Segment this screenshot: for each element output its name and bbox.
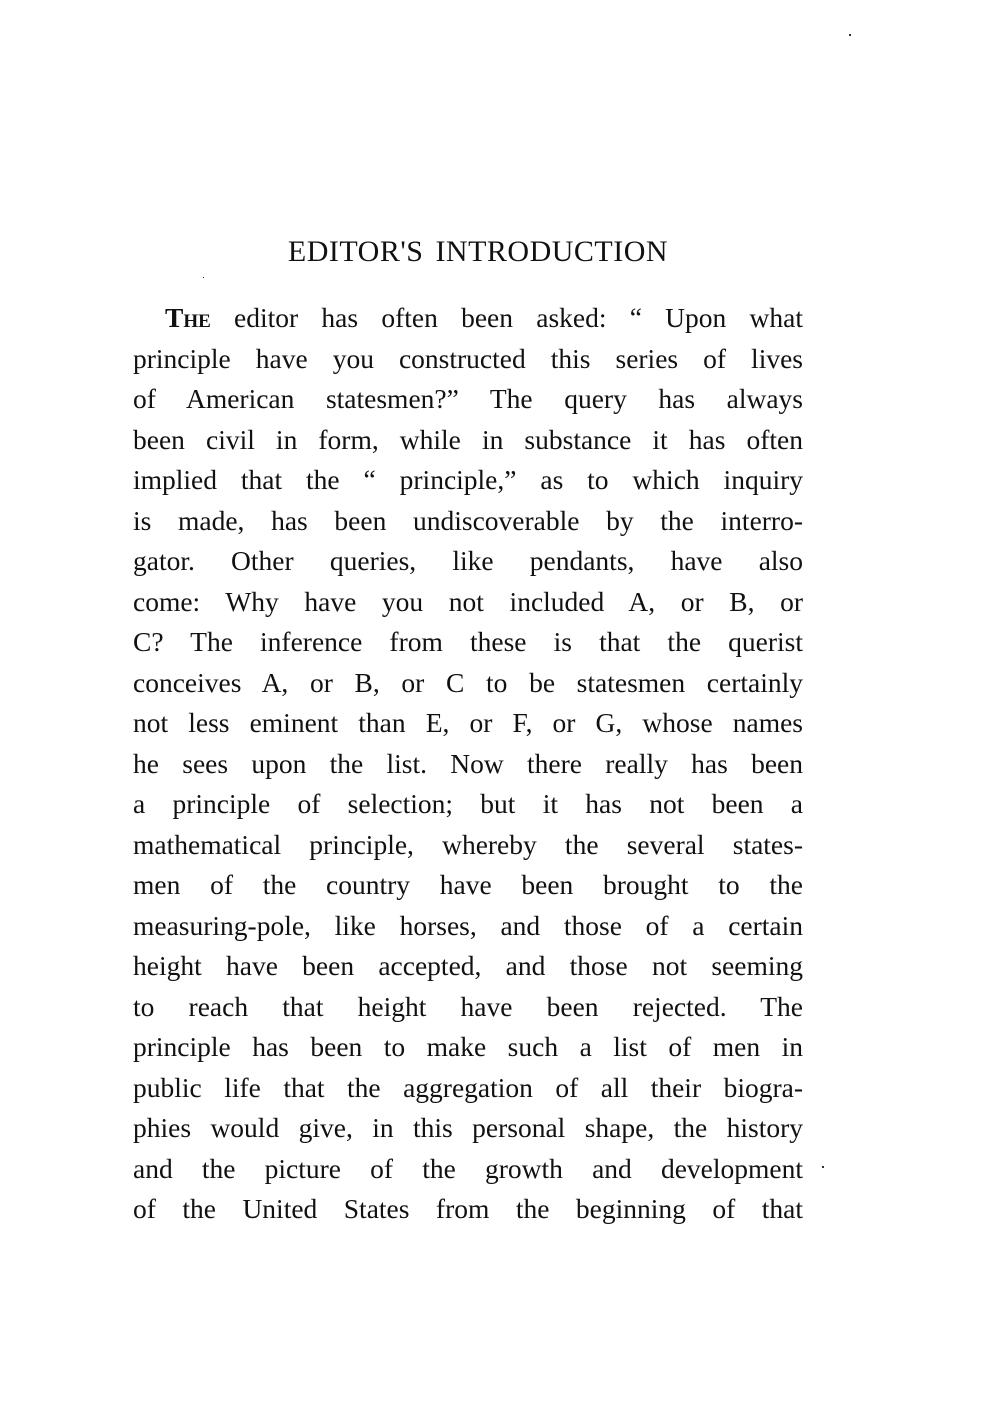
chapter-heading-word-2: INTRODUCTION (435, 235, 669, 268)
scan-speck (849, 34, 851, 36)
text-line-16: measuring-pole, like horses, and those of a certain (133, 909, 803, 941)
chapter-heading (133, 232, 823, 272)
text-line-1: The editor has often been asked: “ Upon what (165, 302, 803, 333)
text-line-7: gator. Other queries, like pendants, have also (133, 545, 803, 576)
text-line-21: phies would give, in this personal shape, the history (133, 1112, 803, 1143)
text-line-8: come: Why have you not included A, or B, or (133, 585, 803, 617)
text-line-10: conceives A, or B, or C to be statesmen certainly (133, 666, 803, 698)
chapter-heading-word-1: EDITOR'S (287, 235, 424, 268)
lead-word: The (165, 302, 211, 333)
text-line-15: men of the country have been brought to the (133, 869, 803, 900)
text-line-14: mathematical principle, whereby the several states- (133, 828, 803, 860)
text-line-13: a principle of selection; but it has not been a (133, 788, 803, 819)
text-line-22: and the picture of the growth and development (133, 1152, 803, 1184)
text-line-6: is made, has been undiscoverable by the interro- (133, 504, 803, 536)
text-line-3: of American statesmen?” The query has always (133, 383, 803, 414)
text-line-19: principle has been to make such a list of men in (133, 1031, 803, 1062)
text-line-11: not less eminent than E, or F, or G, whose names (133, 707, 803, 738)
text-line-23: of the United States from the beginning of that (133, 1193, 803, 1224)
text-line-2: principle have you constructed this series of lives (133, 342, 803, 374)
text-line-20: public life that the aggregation of all their biogra- (133, 1071, 803, 1103)
text-line-4: been civil in form, while in substance it has often (133, 423, 803, 455)
text-line-5: implied that the “ principle,” as to which inquiry (133, 464, 803, 495)
text-line-9: C? The inference from these is that the querist (133, 626, 803, 657)
text-line-12: he sees upon the list. Now there really has been (133, 747, 803, 779)
text-line-18: to reach that height have been rejected. The (133, 990, 803, 1022)
scan-speck (203, 277, 204, 278)
body-paragraph (133, 298, 803, 1230)
scan-speck (822, 1166, 824, 1168)
text-line-17: height have been accepted, and those not seeming (133, 950, 803, 981)
